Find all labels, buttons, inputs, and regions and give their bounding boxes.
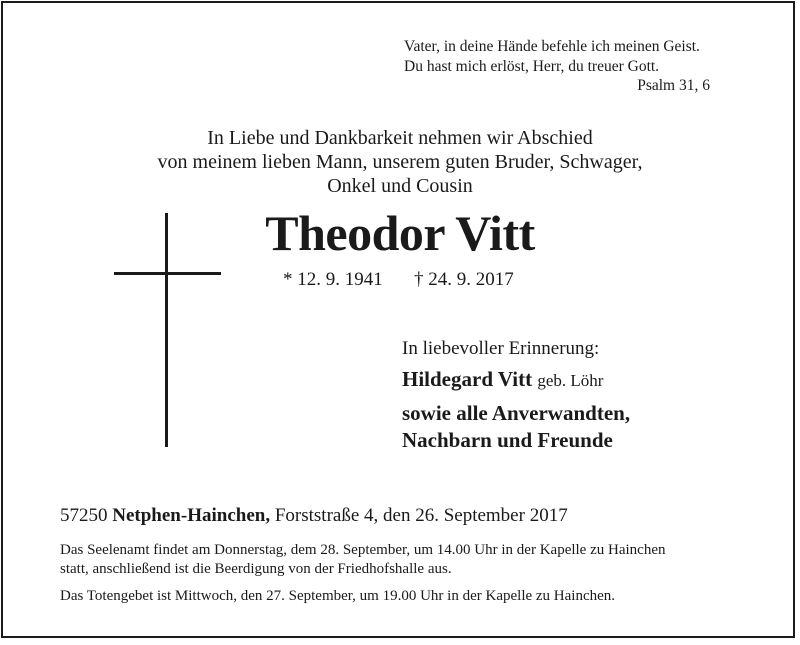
cross-icon-horizontal [114,272,221,275]
street-and-date: Forststraße 4, den 26. September 2017 [274,505,568,526]
intro-line-2: von meinem lieben Mann, unserem guten Bruder, Schwager, [157,151,643,173]
birth-date: * 12. 9. 1941 [283,269,383,290]
vigil-notice: Das Totengebet ist Mittwoch, den 27. September, um 19.00 Uhr in der Kapelle zu Hainchen. [60,588,616,604]
postal-code: 57250 [60,505,108,526]
requiem-line-2: statt, anschließend ist die Beerdigung von der Friedhofshalle aus. [60,561,452,577]
relatives [402,400,630,454]
wife-line [402,367,603,392]
requiem-line-1: Das Seelenamt findet am Donnerstag, dem 28. September, um 14.00 Uhr in der Kapelle zu Hainchen [60,542,666,558]
mourners-heading: In liebevoller Erinnerung: [402,338,600,359]
deceased-name: Theodor Vitt [265,205,535,261]
verse-line-1: Vater, in deine Hände befehle ich meinen Geist. [404,38,700,55]
intro-line-1: In Liebe und Dankbarkeit nehmen wir Abschied [207,127,593,149]
bible-verse [404,37,734,77]
requiem-notice [60,541,760,579]
town: Netphen-Hainchen, [112,505,271,526]
death-date: † 24. 9. 2017 [414,269,514,290]
verse-reference: Psalm 31, 6 [637,77,710,94]
farewell-intro [0,126,800,198]
verse-line-2: Du hast mich erlöst, Herr, du treuer Gott. [404,58,660,75]
cross-icon-vertical [165,213,168,447]
wife-name: Hildegard Vitt [402,367,533,391]
relatives-line-2: Nachbarn und Freunde [402,428,613,452]
address-line [60,505,568,527]
wife-maiden-name: geb. Löhr [537,371,604,390]
relatives-line-1: sowie alle Anverwandten, [402,401,631,425]
intro-line-3: Onkel und Cousin [327,175,473,197]
